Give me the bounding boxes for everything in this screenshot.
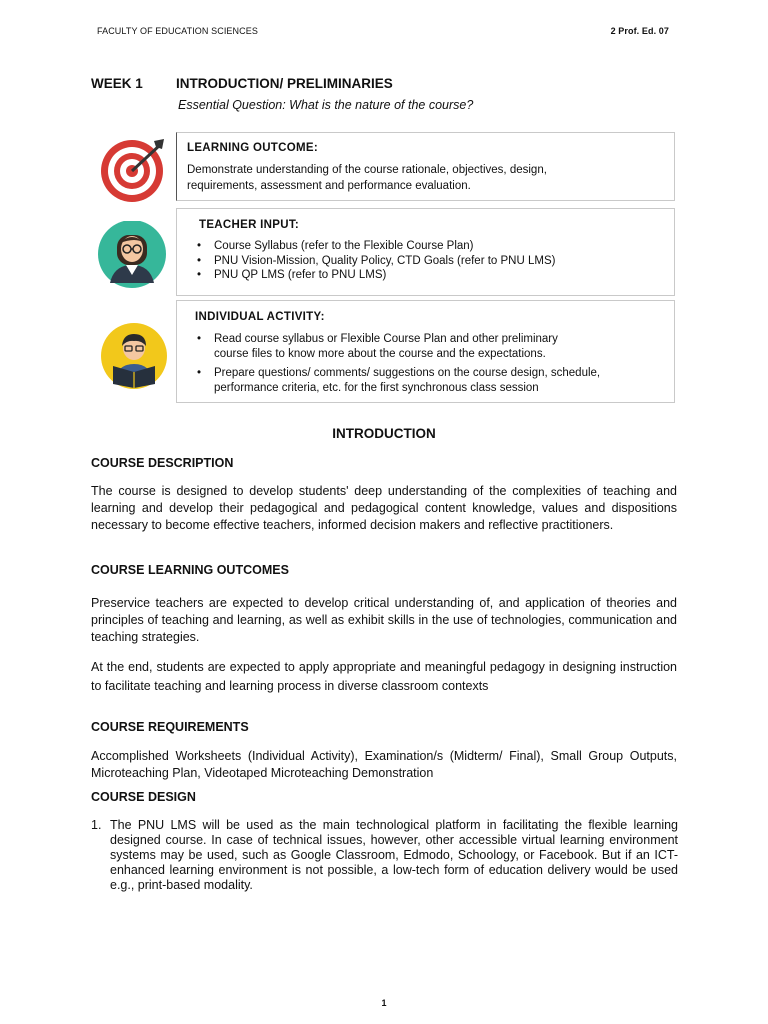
- teacher-input-item-1: • Course Syllabus (refer to the Flexible Course Plan): [197, 240, 474, 252]
- course-design-item-text: The PNU LMS will be used as the main technological platform in facilitating the flexible learning designed course. In case of technical issues, however, other accessible virtual learning environment systems may be used, such as Google Classroom, Edmodo, Schoology, or Facebook. But if an ICT-enhanced learning environment is not possible, a low-tech form of education delivery would be used e.g., print-based modality.: [110, 818, 678, 892]
- teacher-input-title: TEACHER INPUT:: [199, 219, 300, 231]
- target-icon: [98, 137, 172, 203]
- bullet-glyph: •: [197, 240, 202, 252]
- header-faculty-name: FACULTY OF EDUCATION SCIENCES: [97, 26, 258, 36]
- student-reading-icon: [99, 322, 169, 390]
- bullet-glyph: •: [197, 254, 202, 267]
- course-learning-outcomes-para-2: At the end, students are expected to apply appropriate and meaningful pedagogy in designing instruction to facilitate teaching and learning process in diverse classroom contexts: [91, 660, 677, 693]
- learning-outcome-box: [176, 132, 675, 201]
- teacher-avatar-icon: [96, 221, 168, 289]
- page-number: 1: [381, 998, 387, 1008]
- learning-outcome-title: LEARNING OUTCOME:: [187, 142, 318, 154]
- activity-item-2-line-2: performance criteria, etc. for the first synchronous class session: [214, 382, 539, 394]
- week-label: WEEK 1: [91, 76, 143, 91]
- header-course-code: 2 Prof. Ed. 07: [610, 26, 669, 36]
- course-learning-outcomes-heading: COURSE LEARNING OUTCOMES: [91, 563, 289, 577]
- bullet-glyph: •: [197, 269, 202, 281]
- course-learning-outcomes-para-1: Preservice teachers are expected to develop critical understanding of, and application of theories and principles of teaching and learning, as well as exhibit skills in the use of technologies, communication and teaching strategies.: [91, 596, 677, 644]
- course-design-item-number: 1.: [91, 818, 102, 832]
- essential-question: Essential Question: What is the nature of the course?: [178, 98, 474, 112]
- bullet-glyph: •: [197, 367, 202, 379]
- activity-item-1-line-1: • Read course syllabus or Flexible Course Plan and other preliminary: [197, 333, 558, 345]
- activity-item-2-line-1: • Prepare questions/ comments/ suggestions on the course design, schedule,: [197, 367, 601, 379]
- teacher-input-item-2: • PNU Vision-Mission, Quality Policy, CTD Goals (refer to PNU LMS): [197, 254, 556, 267]
- activity-item-1-line-2: course files to know more about the course and the expectations.: [214, 348, 546, 360]
- individual-activity-box: [176, 300, 675, 403]
- course-design-heading: COURSE DESIGN: [91, 790, 196, 804]
- course-description-heading: COURSE DESCRIPTION: [91, 456, 234, 470]
- course-requirements-heading: COURSE REQUIREMENTS: [91, 720, 249, 734]
- learning-outcome-line-1: Demonstrate understanding of the course rationale, objectives, design,: [187, 164, 547, 176]
- bullet-glyph: •: [197, 333, 202, 345]
- course-description-text: The course is designed to develop students' deep understanding of the complexities of teaching and learning and develop their pedagogical and pedagogical content knowledge, values and dispositions necessary to become effective teachers, informed decision makers and reflective practitioners.: [91, 484, 677, 532]
- individual-activity-title: INDIVIDUAL ACTIVITY:: [195, 311, 325, 323]
- introduction-heading: INTRODUCTION: [332, 426, 436, 441]
- teacher-input-item-3: • PNU QP LMS (refer to PNU LMS): [197, 269, 387, 281]
- week-title: INTRODUCTION/ PRELIMINARIES: [176, 76, 393, 91]
- course-requirements-text: Accomplished Worksheets (Individual Activity), Examination/s (Midterm/ Final), Small Group Outputs, Microteaching Plan, Videotaped Microteaching Demonstration: [91, 749, 677, 780]
- learning-outcome-line-2: requirements, assessment and performance evaluation.: [187, 180, 471, 192]
- teacher-input-box: [176, 208, 675, 296]
